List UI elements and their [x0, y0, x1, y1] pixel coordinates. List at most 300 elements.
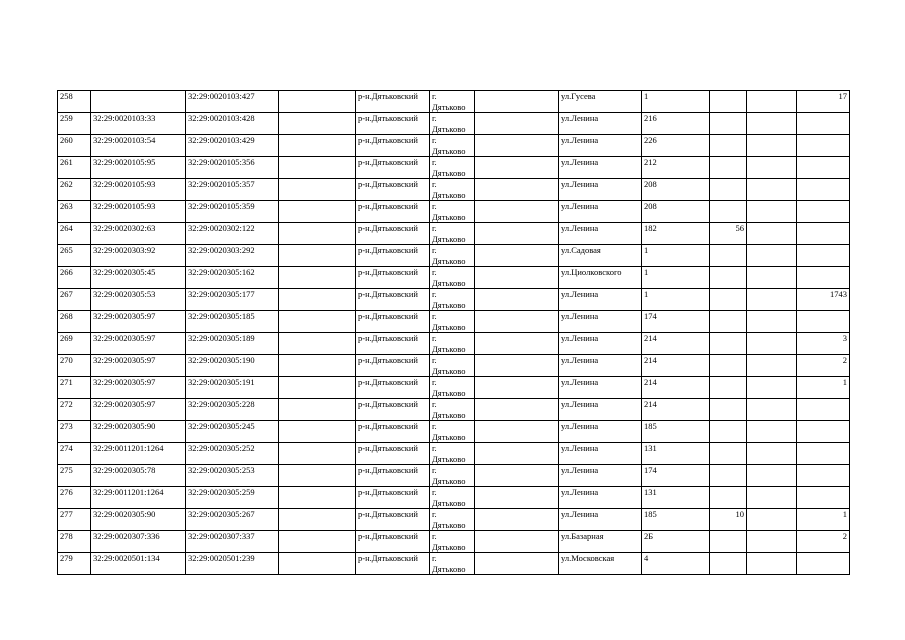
blank-cell [475, 553, 559, 575]
row-number-cell: 265 [58, 245, 91, 267]
district-cell: р-н.Дятьковский [356, 113, 430, 135]
value-c-cell [797, 399, 850, 421]
table-row [58, 509, 850, 531]
value-a-cell: 56 [710, 223, 747, 245]
value-b-cell [747, 245, 797, 267]
locality-cell [430, 201, 475, 223]
locality-name: Дятьково [432, 563, 466, 574]
table-row [58, 245, 850, 267]
value-a-cell [710, 553, 747, 575]
row-number-cell: 275 [58, 465, 91, 487]
blank-cell [279, 179, 356, 201]
blank-cell [279, 421, 356, 443]
house-number-cell: 185 [642, 509, 710, 531]
house-number-cell: 208 [642, 201, 710, 223]
blank-cell [279, 377, 356, 399]
blank-cell [279, 399, 356, 421]
value-b-cell [747, 465, 797, 487]
blank-cell [279, 553, 356, 575]
district-cell: р-н.Дятьковский [356, 531, 430, 553]
value-c-cell [797, 311, 850, 333]
value-b-cell [747, 553, 797, 575]
value-c-cell [797, 267, 850, 289]
object-cadastral-cell: 32:29:0020303:292 [186, 245, 279, 267]
locality-name: Дятьково [432, 453, 466, 464]
row-number-cell: 264 [58, 223, 91, 245]
blank-cell [475, 421, 559, 443]
table-row [58, 135, 850, 157]
house-number-cell: 131 [642, 443, 710, 465]
street-cell: ул.Ленина [559, 443, 642, 465]
object-cadastral-cell: 32:29:0020305:267 [186, 509, 279, 531]
locality-prefix: г. [432, 201, 437, 211]
value-c-cell: 17 [797, 91, 850, 113]
value-b-cell [747, 157, 797, 179]
street-cell: ул.Ленина [559, 311, 642, 333]
street-cell: ул.Московская [559, 553, 642, 575]
blank-cell [279, 509, 356, 531]
value-b-cell [747, 531, 797, 553]
district-cell: р-н.Дятьковский [356, 487, 430, 509]
locality-name: Дятьково [432, 255, 466, 266]
value-c-cell: 1 [797, 509, 850, 531]
locality-name: Дятьково [432, 233, 466, 244]
object-cadastral-cell: 32:29:0020103:427 [186, 91, 279, 113]
value-a-cell [710, 179, 747, 201]
locality-prefix: г. [432, 355, 437, 365]
street-cell: ул.Ленина [559, 179, 642, 201]
street-cell: ул.Ленина [559, 223, 642, 245]
parcel-cadastral-cell: 32:29:0020305:90 [91, 509, 186, 531]
district-cell: р-н.Дятьковский [356, 509, 430, 531]
locality-prefix: г. [432, 157, 437, 167]
blank-cell [475, 267, 559, 289]
row-number-cell: 270 [58, 355, 91, 377]
locality-cell [430, 157, 475, 179]
house-number-cell: 182 [642, 223, 710, 245]
row-number-cell: 260 [58, 135, 91, 157]
value-a-cell [710, 245, 747, 267]
locality-cell [430, 289, 475, 311]
value-a-cell [710, 333, 747, 355]
locality-cell [430, 399, 475, 421]
row-number-cell: 272 [58, 399, 91, 421]
table-row [58, 487, 850, 509]
value-c-cell [797, 443, 850, 465]
value-a-cell [710, 531, 747, 553]
row-number-cell: 268 [58, 311, 91, 333]
object-cadastral-cell: 32:29:0020305:162 [186, 267, 279, 289]
value-b-cell [747, 399, 797, 421]
district-cell: р-н.Дятьковский [356, 289, 430, 311]
locality-prefix: г. [432, 553, 437, 563]
blank-cell [475, 113, 559, 135]
locality-name: Дятьково [432, 519, 466, 530]
parcel-cadastral-cell: 32:29:0020305:97 [91, 399, 186, 421]
district-cell: р-н.Дятьковский [356, 267, 430, 289]
parcel-cadastral-cell: 32:29:0020105:95 [91, 157, 186, 179]
locality-name: Дятьково [432, 475, 466, 486]
street-cell: ул.Ленина [559, 355, 642, 377]
parcel-cadastral-cell: 32:29:0020105:93 [91, 201, 186, 223]
value-b-cell [747, 135, 797, 157]
locality-name: Дятьково [432, 387, 466, 398]
row-number-cell: 269 [58, 333, 91, 355]
table-body [58, 91, 850, 575]
parcel-cadastral-cell: 32:29:0020501:134 [91, 553, 186, 575]
house-number-cell: 214 [642, 377, 710, 399]
house-number-cell: 208 [642, 179, 710, 201]
value-a-cell [710, 289, 747, 311]
district-cell: р-н.Дятьковский [356, 465, 430, 487]
blank-cell [475, 443, 559, 465]
blank-cell [279, 245, 356, 267]
value-b-cell [747, 443, 797, 465]
row-number-cell: 259 [58, 113, 91, 135]
row-number-cell: 271 [58, 377, 91, 399]
locality-cell [430, 509, 475, 531]
district-cell: р-н.Дятьковский [356, 245, 430, 267]
value-c-cell [797, 553, 850, 575]
parcel-cadastral-cell: 32:29:0020305:97 [91, 333, 186, 355]
table-row [58, 267, 850, 289]
object-cadastral-cell: 32:29:0020307:337 [186, 531, 279, 553]
street-cell: ул.Ленина [559, 399, 642, 421]
locality-name: Дятьково [432, 123, 466, 134]
value-c-cell: 1 [797, 377, 850, 399]
street-cell: ул.Ленина [559, 201, 642, 223]
table-row [58, 421, 850, 443]
locality-prefix: г. [432, 179, 437, 189]
value-c-cell: 3 [797, 333, 850, 355]
parcel-cadastral-cell: 32:29:0020305:90 [91, 421, 186, 443]
locality-name: Дятьково [432, 211, 466, 222]
value-a-cell [710, 377, 747, 399]
blank-cell [475, 487, 559, 509]
blank-cell [475, 179, 559, 201]
district-cell: р-н.Дятьковский [356, 179, 430, 201]
district-cell: р-н.Дятьковский [356, 135, 430, 157]
locality-prefix: г. [432, 443, 437, 453]
locality-cell [430, 135, 475, 157]
value-b-cell [747, 267, 797, 289]
value-b-cell [747, 201, 797, 223]
blank-cell [475, 289, 559, 311]
table-row [58, 289, 850, 311]
table-row [58, 179, 850, 201]
row-number-cell: 263 [58, 201, 91, 223]
value-c-cell [797, 201, 850, 223]
row-number-cell: 267 [58, 289, 91, 311]
blank-cell [279, 201, 356, 223]
row-number-cell: 273 [58, 421, 91, 443]
locality-prefix: г. [432, 509, 437, 519]
locality-prefix: г. [432, 377, 437, 387]
locality-cell [430, 311, 475, 333]
table-row [58, 201, 850, 223]
locality-name: Дятьково [432, 145, 466, 156]
street-cell: ул.Базарная [559, 531, 642, 553]
row-number-cell: 266 [58, 267, 91, 289]
blank-cell [279, 487, 356, 509]
locality-prefix: г. [432, 91, 437, 101]
blank-cell [279, 267, 356, 289]
street-cell: ул.Циолковского [559, 267, 642, 289]
value-c-cell [797, 487, 850, 509]
locality-name: Дятьково [432, 277, 466, 288]
parcel-cadastral-cell: 32:29:0020305:97 [91, 311, 186, 333]
street-cell: ул.Ленина [559, 289, 642, 311]
house-number-cell: 226 [642, 135, 710, 157]
locality-name: Дятьково [432, 365, 466, 376]
object-cadastral-cell: 32:29:0020305:228 [186, 399, 279, 421]
value-a-cell [710, 399, 747, 421]
table-row [58, 399, 850, 421]
district-cell: р-н.Дятьковский [356, 333, 430, 355]
locality-cell [430, 355, 475, 377]
parcel-cadastral-cell [91, 91, 186, 113]
street-cell: ул.Садовая [559, 245, 642, 267]
parcel-cadastral-cell: 32:29:0020305:45 [91, 267, 186, 289]
blank-cell [279, 157, 356, 179]
house-number-cell: 1 [642, 267, 710, 289]
table-row [58, 443, 850, 465]
object-cadastral-cell: 32:29:0020105:356 [186, 157, 279, 179]
value-b-cell [747, 509, 797, 531]
locality-cell [430, 333, 475, 355]
locality-name: Дятьково [432, 321, 466, 332]
value-b-cell [747, 421, 797, 443]
locality-prefix: г. [432, 531, 437, 541]
house-number-cell: 131 [642, 487, 710, 509]
object-cadastral-cell: 32:29:0020305:259 [186, 487, 279, 509]
object-cadastral-cell: 32:29:0020103:428 [186, 113, 279, 135]
locality-prefix: г. [432, 487, 437, 497]
value-c-cell [797, 465, 850, 487]
value-a-cell [710, 421, 747, 443]
value-c-cell [797, 179, 850, 201]
locality-name: Дятьково [432, 167, 466, 178]
parcel-cadastral-cell: 32:29:0020103:54 [91, 135, 186, 157]
street-cell: ул.Гусева [559, 91, 642, 113]
blank-cell [475, 399, 559, 421]
object-cadastral-cell: 32:29:0020305:191 [186, 377, 279, 399]
house-number-cell: 1 [642, 289, 710, 311]
value-c-cell [797, 223, 850, 245]
locality-prefix: г. [432, 311, 437, 321]
value-b-cell [747, 223, 797, 245]
blank-cell [279, 531, 356, 553]
row-number-cell: 278 [58, 531, 91, 553]
parcel-cadastral-cell: 32:29:0011201:1264 [91, 487, 186, 509]
blank-cell [475, 201, 559, 223]
blank-cell [475, 135, 559, 157]
parcel-cadastral-cell: 32:29:0020305:53 [91, 289, 186, 311]
table-row [58, 377, 850, 399]
blank-cell [279, 465, 356, 487]
street-cell: ул.Ленина [559, 487, 642, 509]
blank-cell [475, 509, 559, 531]
locality-name: Дятьково [432, 409, 466, 420]
house-number-cell: 216 [642, 113, 710, 135]
blank-cell [279, 355, 356, 377]
object-cadastral-cell: 32:29:0020103:429 [186, 135, 279, 157]
district-cell: р-н.Дятьковский [356, 421, 430, 443]
object-cadastral-cell: 32:29:0020302:122 [186, 223, 279, 245]
blank-cell [279, 443, 356, 465]
locality-prefix: г. [432, 289, 437, 299]
blank-cell [279, 223, 356, 245]
locality-prefix: г. [432, 245, 437, 255]
parcel-cadastral-cell: 32:29:0020303:92 [91, 245, 186, 267]
house-number-cell: 1 [642, 245, 710, 267]
house-number-cell: 1 [642, 91, 710, 113]
parcel-cadastral-cell: 32:29:0011201:1264 [91, 443, 186, 465]
house-number-cell: 214 [642, 355, 710, 377]
blank-cell [279, 311, 356, 333]
house-number-cell: 4 [642, 553, 710, 575]
table-row [58, 465, 850, 487]
value-a-cell: 10 [710, 509, 747, 531]
house-number-cell: 174 [642, 311, 710, 333]
street-cell: ул.Ленина [559, 333, 642, 355]
house-number-cell: 212 [642, 157, 710, 179]
street-cell: ул.Ленина [559, 135, 642, 157]
district-cell: р-н.Дятьковский [356, 377, 430, 399]
locality-cell [430, 179, 475, 201]
value-a-cell [710, 135, 747, 157]
street-cell: ул.Ленина [559, 509, 642, 531]
parcel-cadastral-cell: 32:29:0020305:97 [91, 377, 186, 399]
district-cell: р-н.Дятьковский [356, 355, 430, 377]
locality-prefix: г. [432, 135, 437, 145]
parcel-cadastral-cell: 32:29:0020103:33 [91, 113, 186, 135]
row-number-cell: 279 [58, 553, 91, 575]
value-c-cell: 1743 [797, 289, 850, 311]
locality-name: Дятьково [432, 541, 466, 552]
locality-cell [430, 487, 475, 509]
value-a-cell [710, 267, 747, 289]
row-number-cell: 274 [58, 443, 91, 465]
object-cadastral-cell: 32:29:0020305:252 [186, 443, 279, 465]
blank-cell [475, 245, 559, 267]
object-cadastral-cell: 32:29:0020305:253 [186, 465, 279, 487]
table-row [58, 91, 850, 113]
parcel-cadastral-cell: 32:29:0020302:63 [91, 223, 186, 245]
parcel-cadastral-cell: 32:29:0020307:336 [91, 531, 186, 553]
value-a-cell [710, 91, 747, 113]
blank-cell [279, 135, 356, 157]
registry-table [57, 90, 850, 575]
parcel-cadastral-cell: 32:29:0020305:78 [91, 465, 186, 487]
locality-cell [430, 421, 475, 443]
locality-cell [430, 91, 475, 113]
value-b-cell [747, 179, 797, 201]
value-a-cell [710, 201, 747, 223]
blank-cell [279, 333, 356, 355]
object-cadastral-cell: 32:29:0020501:239 [186, 553, 279, 575]
locality-cell [430, 245, 475, 267]
street-cell: ул.Ленина [559, 421, 642, 443]
value-c-cell [797, 113, 850, 135]
locality-prefix: г. [432, 465, 437, 475]
locality-prefix: г. [432, 333, 437, 343]
object-cadastral-cell: 32:29:0020305:189 [186, 333, 279, 355]
value-b-cell [747, 333, 797, 355]
blank-cell [475, 333, 559, 355]
row-number-cell: 276 [58, 487, 91, 509]
table-row [58, 113, 850, 135]
object-cadastral-cell: 32:29:0020305:177 [186, 289, 279, 311]
value-c-cell [797, 421, 850, 443]
locality-cell [430, 553, 475, 575]
locality-prefix: г. [432, 267, 437, 277]
parcel-cadastral-cell: 32:29:0020105:93 [91, 179, 186, 201]
house-number-cell: 174 [642, 465, 710, 487]
value-a-cell [710, 443, 747, 465]
value-a-cell [710, 355, 747, 377]
locality-name: Дятьково [432, 101, 466, 112]
locality-prefix: г. [432, 223, 437, 233]
blank-cell [279, 91, 356, 113]
street-cell: ул.Ленина [559, 377, 642, 399]
locality-cell [430, 465, 475, 487]
house-number-cell: 214 [642, 399, 710, 421]
table-row [58, 531, 850, 553]
value-a-cell [710, 113, 747, 135]
row-number-cell: 277 [58, 509, 91, 531]
table-row [58, 311, 850, 333]
table-row [58, 355, 850, 377]
value-b-cell [747, 113, 797, 135]
table-row [58, 223, 850, 245]
street-cell: ул.Ленина [559, 113, 642, 135]
value-a-cell [710, 157, 747, 179]
blank-cell [475, 531, 559, 553]
district-cell: р-н.Дятьковский [356, 443, 430, 465]
object-cadastral-cell: 32:29:0020105:359 [186, 201, 279, 223]
locality-prefix: г. [432, 399, 437, 409]
district-cell: р-н.Дятьковский [356, 201, 430, 223]
value-c-cell [797, 157, 850, 179]
value-b-cell [747, 487, 797, 509]
object-cadastral-cell: 32:29:0020305:190 [186, 355, 279, 377]
locality-cell [430, 377, 475, 399]
row-number-cell: 261 [58, 157, 91, 179]
locality-name: Дятьково [432, 189, 466, 200]
district-cell: р-н.Дятьковский [356, 311, 430, 333]
district-cell: р-н.Дятьковский [356, 157, 430, 179]
house-number-cell: 214 [642, 333, 710, 355]
district-cell: р-н.Дятьковский [356, 91, 430, 113]
blank-cell [279, 113, 356, 135]
locality-cell [430, 531, 475, 553]
blank-cell [475, 355, 559, 377]
locality-prefix: г. [432, 113, 437, 123]
house-number-cell: 185 [642, 421, 710, 443]
locality-name: Дятьково [432, 343, 466, 354]
blank-cell [475, 91, 559, 113]
value-c-cell: 2 [797, 355, 850, 377]
value-b-cell [747, 91, 797, 113]
value-a-cell [710, 487, 747, 509]
parcel-cadastral-cell: 32:29:0020305:97 [91, 355, 186, 377]
blank-cell [279, 289, 356, 311]
table-row [58, 333, 850, 355]
locality-prefix: г. [432, 421, 437, 431]
value-c-cell [797, 135, 850, 157]
row-number-cell: 258 [58, 91, 91, 113]
